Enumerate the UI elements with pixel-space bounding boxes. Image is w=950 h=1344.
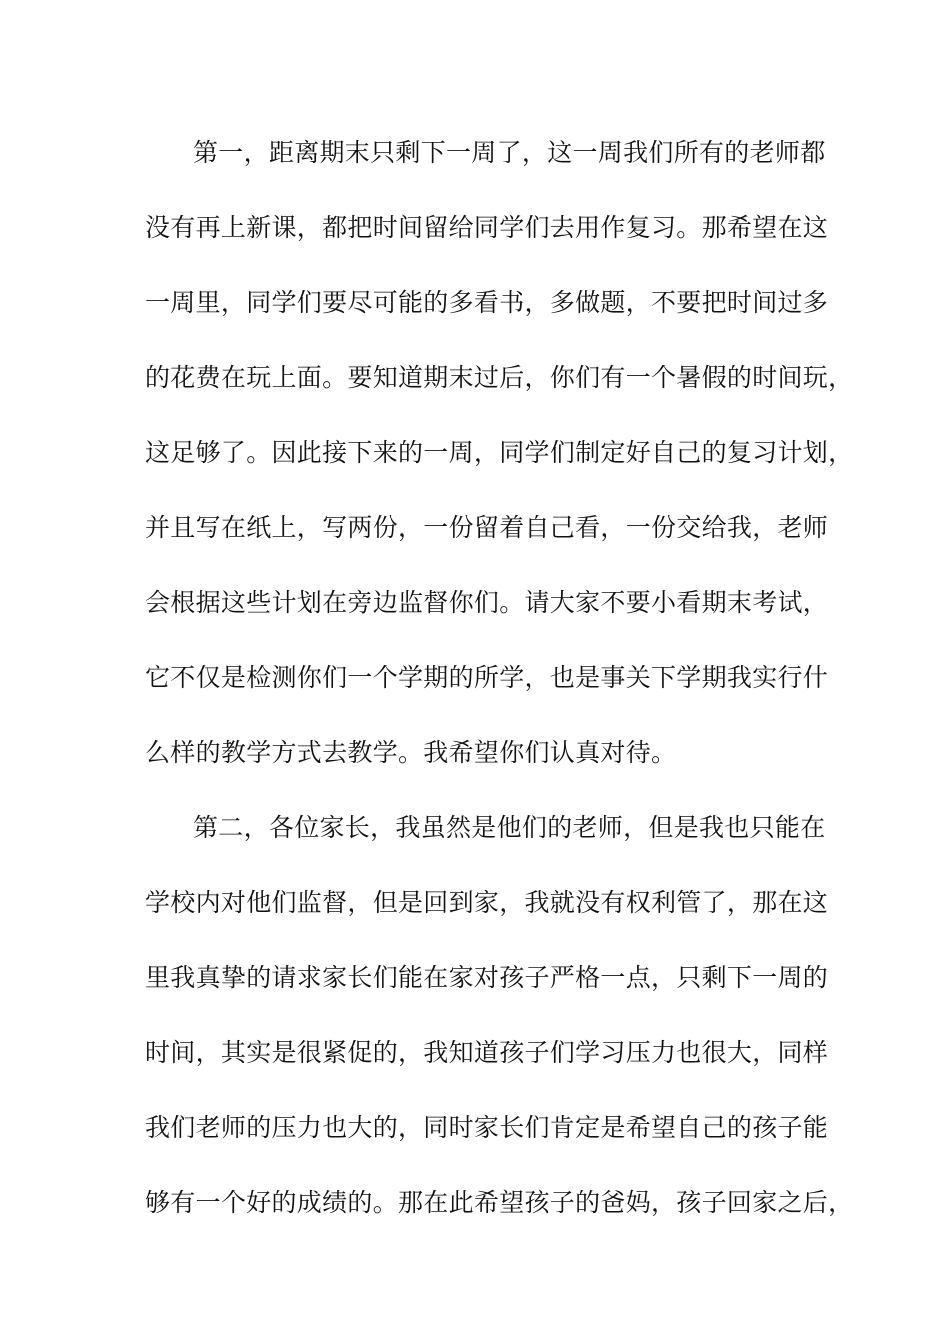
paragraph-2-line-1: 第二，各位家长，我虽然是他们的老师，但是我也只能在 — [193, 813, 826, 842]
paragraph-1-line-1: 第一，距离期末只剩下一周了，这一周我们所有的老师都 — [193, 138, 826, 167]
paragraph-2-line-5: 我们老师的压力也大的，同时家长们肯定是希望自己的孩子能 — [145, 1113, 829, 1142]
paragraph-1-line-4: 的花费在玩上面。要知道期末过后，你们有一个暑假的时间玩， — [145, 363, 854, 392]
paragraph-2-line-2: 学校内对他们监督，但是回到家，我就没有权利管了，那在这 — [145, 888, 829, 917]
paragraph-2-line-4: 时间，其实是很紧促的，我知道孩子们学习压力也很大，同样 — [145, 1038, 829, 1067]
paragraph-1-line-3: 一周里，同学们要尽可能的多看书，多做题，不要把时间过多 — [145, 288, 829, 317]
paragraph-1-line-6: 并且写在纸上，写两份，一份留着自己看，一份交给我，老师 — [145, 513, 829, 542]
paragraph-2-line-6: 够有一个好的成绩的。那在此希望孩子的爸妈，孩子回家之后， — [145, 1188, 854, 1217]
paragraph-1-line-2: 没有再上新课，都把时间留给同学们去用作复习。那希望在这 — [145, 213, 829, 242]
paragraph-1-line-9: 么样的教学方式去教学。我希望你们认真对待。 — [145, 738, 677, 767]
paragraph-1-line-8: 它不仅是检测你们一个学期的所学，也是事关下学期我实行什 — [145, 663, 829, 692]
paragraph-1-line-5: 这足够了。因此接下来的一周，同学们制定好自己的复习计划， — [145, 438, 854, 467]
paragraph-1-line-7: 会根据这些计划在旁边监督你们。请大家不要小看期末考试， — [145, 588, 829, 617]
paragraph-2-line-3: 里我真挚的请求家长们能在家对孩子严格一点，只剩下一周的 — [145, 963, 829, 992]
